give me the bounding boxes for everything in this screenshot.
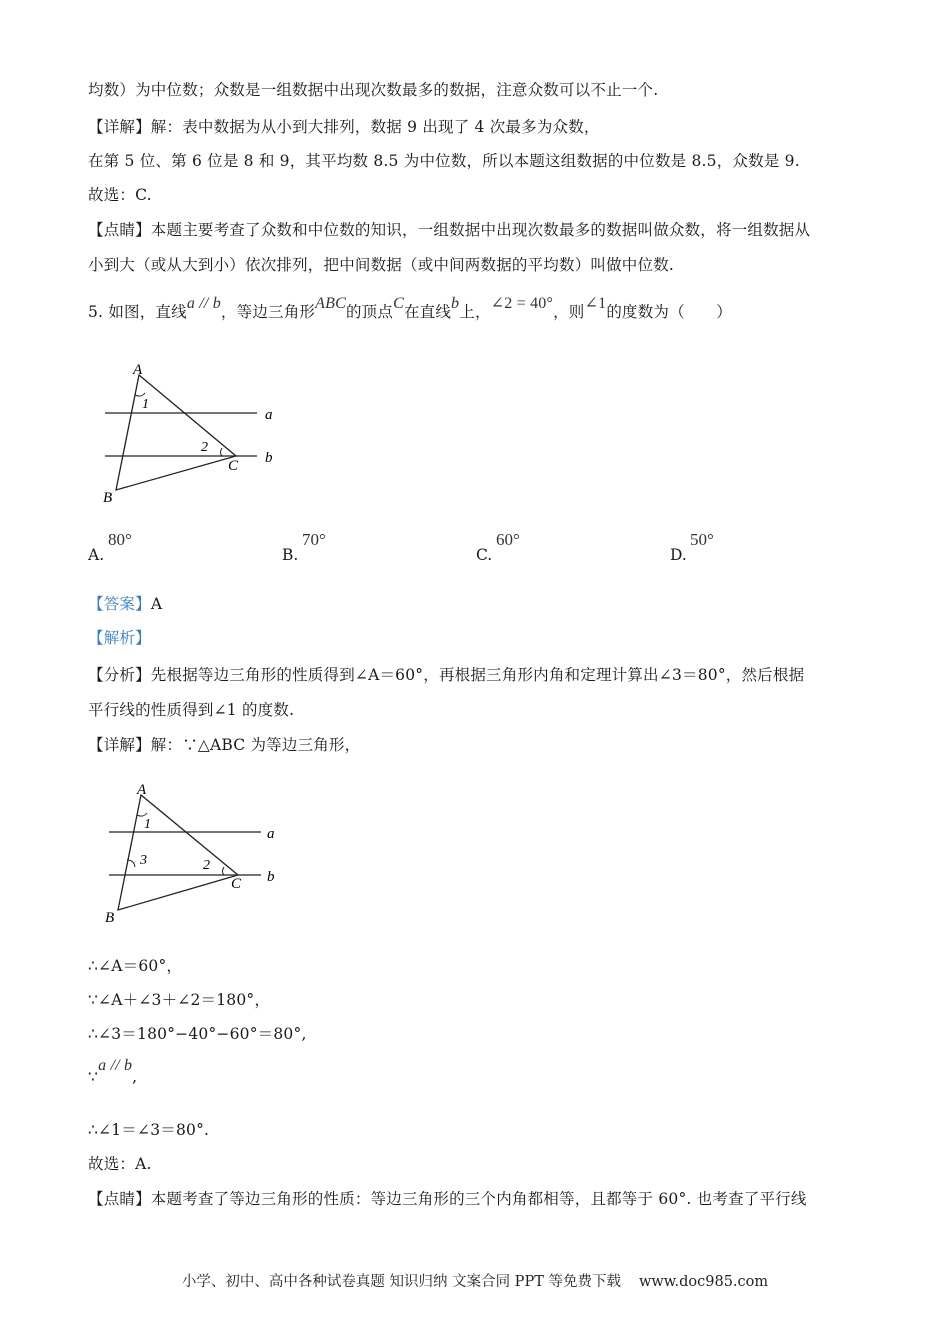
- label-b: b: [267, 869, 275, 885]
- triangle-figure-1: [95, 358, 295, 508]
- option-value: 60°: [496, 530, 520, 549]
- label-b: b: [265, 450, 273, 466]
- because-symbol: ∵: [88, 1068, 99, 1086]
- label-1: 1: [142, 397, 149, 412]
- triangle-abc: [118, 795, 238, 910]
- label-B: B: [105, 910, 115, 926]
- option-c[interactable]: [476, 530, 520, 564]
- step-line: [88, 1057, 138, 1087]
- angle-1-arc: [137, 813, 147, 816]
- math-line-b: b: [451, 295, 460, 312]
- label-B: B: [103, 490, 113, 506]
- math-vertex: C: [393, 295, 404, 312]
- label-1: 1: [144, 817, 151, 832]
- angle-2-arc: [223, 867, 225, 875]
- math-parallel: a // b: [186, 295, 221, 312]
- angle-2-arc: [221, 448, 223, 456]
- text-line: 故选：C.: [88, 186, 152, 204]
- option-letter: C.: [476, 546, 493, 564]
- label-2: 2: [201, 440, 208, 455]
- label-3: 3: [140, 853, 147, 868]
- page-footer: [0, 1270, 950, 1291]
- option-letter: A.: [88, 546, 105, 564]
- step-line: 故选：A.: [88, 1155, 152, 1173]
- step-line: ∴∠A＝60°，: [88, 957, 183, 975]
- option-a[interactable]: [88, 530, 132, 564]
- analysis-text: 平行线的性质得到∠1 的度数.: [88, 701, 295, 719]
- text-line: 【点睛】本题主要考查了众数和中位数的知识，一组数据中出现次数最多的数据叫做众数，将一组数据从: [88, 221, 811, 239]
- math-angle-2: ∠2 = 40°: [490, 295, 554, 312]
- label-C: C: [231, 876, 242, 892]
- label-2: 2: [203, 858, 210, 873]
- option-d[interactable]: [670, 530, 714, 564]
- label-a: a: [265, 407, 273, 423]
- detail-text: 【详解】解：∵△ABC 为等边三角形，: [88, 736, 361, 754]
- question-text: 的顶点: [345, 303, 394, 321]
- footer-link[interactable]: www.doc985.com: [638, 1274, 769, 1290]
- text-line: 均数）为中位数；众数是一组数据中出现次数最多的数据，注意众数可以不止一个.: [88, 81, 659, 99]
- option-b[interactable]: [282, 530, 326, 564]
- label-A: A: [137, 782, 147, 798]
- angle-1-arc: [135, 393, 145, 396]
- comment-line: 【点睛】本题考查了等边三角形的性质：等边三角形的三个内角都相等，且都等于 60°. 也考查了平行线: [88, 1190, 807, 1208]
- answer-value: A: [150, 595, 163, 613]
- question-text: 的度数为（ ）: [606, 303, 732, 321]
- analysis-text: 【分析】先根据等边三角形的性质得到∠A＝60°，再根据三角形内角和定理计算出∠3＝80°，然后根据: [88, 666, 805, 684]
- comma: ,: [132, 1068, 138, 1086]
- label-a: a: [267, 826, 275, 842]
- option-letter: D.: [670, 546, 687, 564]
- math-angle-1: ∠1: [584, 295, 607, 312]
- footer-text: 小学、初中、高中各种试卷真题 知识归纳 文案合同 PPT 等免费下载: [181, 1274, 621, 1290]
- triangle-abc: [116, 375, 236, 490]
- question-5: [88, 295, 732, 322]
- option-letter: B.: [282, 546, 299, 564]
- question-text: ，则: [553, 303, 585, 321]
- step-line: ∴∠3＝180°−40°−60°＝80°,: [88, 1025, 307, 1043]
- option-value: 70°: [302, 530, 326, 549]
- text-line: 在第 5 位、第 6 位是 8 和 9，其平均数 8.5 为中位数，所以本题这组数据的中位数是 8.5，众数是 9.: [88, 152, 800, 170]
- answer-line: [88, 592, 162, 614]
- option-value: 50°: [690, 530, 714, 549]
- triangle-figure-2: [97, 778, 297, 928]
- text-line: 【详解】解：表中数据为从小到大排列，数据 9 出现了 4 次最多为众数，: [88, 118, 600, 136]
- label-A: A: [133, 362, 143, 378]
- label-C: C: [228, 458, 239, 474]
- question-text: 在直线: [403, 303, 452, 321]
- math-triangle: ABC: [315, 295, 346, 312]
- question-text: ，等边三角形: [220, 303, 316, 321]
- answer-tag: 【答案】: [88, 595, 151, 613]
- text-line: 小到大（或从大到小）依次排列，把中间数据（或中间两数据的平均数）叫做中位数.: [88, 256, 675, 274]
- question-text: 5. 如图，直线: [88, 303, 187, 321]
- option-value: 80°: [108, 530, 132, 549]
- math-parallel: a // b: [98, 1057, 133, 1074]
- analysis-tag: 【解析】: [88, 629, 151, 647]
- step-line: ∴∠1＝∠3＝80°.: [88, 1121, 210, 1139]
- question-text: 上，: [459, 303, 491, 321]
- step-line: ∵∠A＋∠3＋∠2＝180°，: [88, 991, 271, 1009]
